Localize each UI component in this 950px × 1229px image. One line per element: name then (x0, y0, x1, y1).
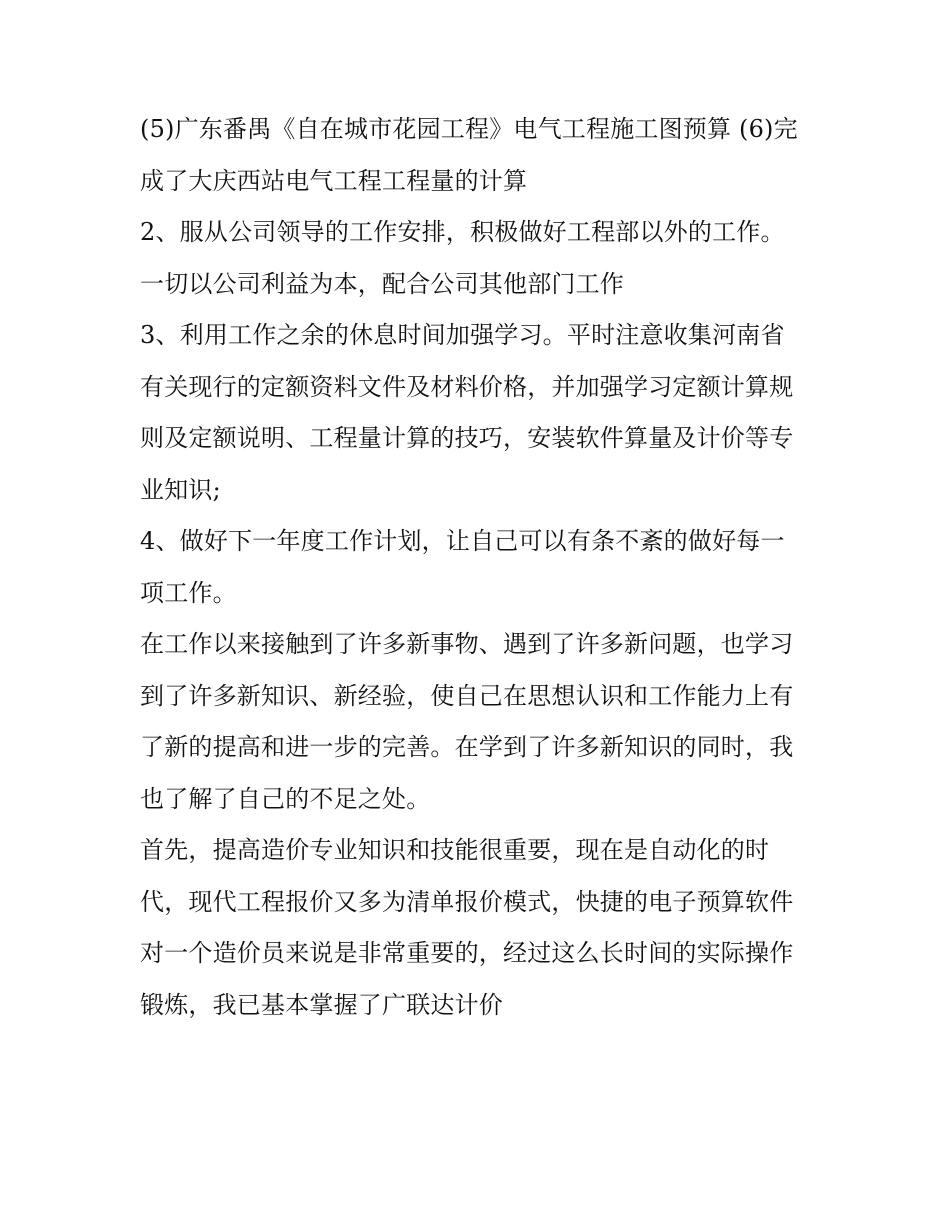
text-line: 4、做好下一年度工作计划，让自己可以有条不紊的做好每一 (140, 527, 785, 555)
text-line: 项工作。 (140, 578, 237, 607)
text-line: 对一个造价员来说是非常重要的，经过这么长时间的实际操作 (140, 939, 794, 967)
text-line: 首先，提高造价专业知识和技能很重要，现在是自动化的时 (140, 836, 770, 864)
text-line: 了新的提高和进一步的完善。在学到了许多新知识的同时，我 (140, 733, 794, 761)
text-line: (5)广东番禺《自在城市花园工程》电气工程施工图预算 (6)完 (140, 115, 798, 143)
text-line: 在工作以来接触到了许多新事物、遇到了许多新问题，也学习 (140, 630, 794, 658)
document-body (140, 104, 820, 1031)
text-line: 锻炼，我已基本掌握了广联达计价 (140, 990, 503, 1019)
text-line: 成了大庆西站电气工程工程量的计算 (140, 166, 528, 195)
text-line: 则及定额说明、工程量计算的技巧，安装软件算量及计价等专 (140, 424, 794, 452)
text-line: 也了解了自己的不足之处。 (140, 784, 431, 813)
text-line: 一切以公司利益为本，配合公司其他部门工作 (140, 269, 624, 298)
text-line: 到了许多新知识、新经验，使自己在思想认识和工作能力上有 (140, 681, 794, 710)
text-line: 有关现行的定额资料文件及材料价格，并加强学习定额计算规 (140, 372, 794, 401)
text-line: 业知识; (140, 475, 221, 504)
text-line: 2、服从公司领导的工作安排，积极做好工程部以外的工作。 (140, 218, 785, 246)
text-line: 3、利用工作之余的休息时间加强学习。平时注意收集河南省 (140, 321, 785, 349)
text-line: 代，现代工程报价又多为清单报价模式，快捷的电子预算软件 (140, 887, 794, 916)
